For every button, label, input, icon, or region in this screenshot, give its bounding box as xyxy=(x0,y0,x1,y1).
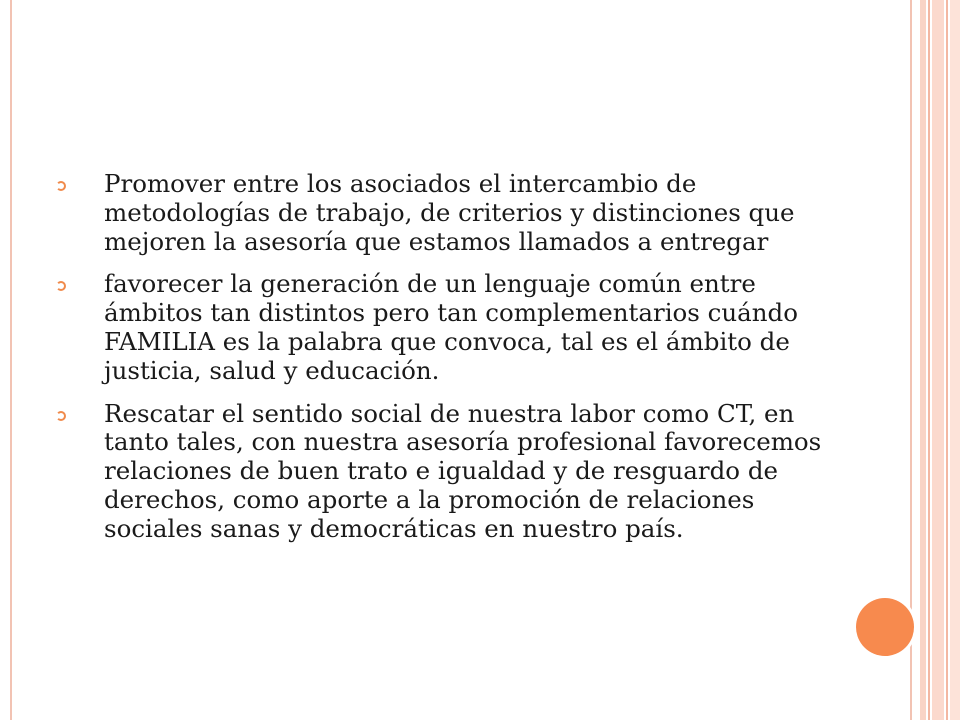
circle-bullet-icon xyxy=(56,411,66,421)
bullet-item xyxy=(56,400,846,544)
bullet-text: Rescatar el sentido social de nuestra labor como CT, en tanto tales, con nuestra asesoría profesional favorecemos relaciones de buen trato e igualdad y de resguardo de derechos, como aporte a la promoción de relaciones sociales sanas y democráticas en nuestro país. xyxy=(104,398,822,543)
decorative-stripe xyxy=(950,0,960,720)
bullet-text: favorecer la generación de un lenguaje común entre ámbitos tan distintos pero tan complementarios cuándo FAMILIA es la palabra que convoca, tal es el ámbito de justicia, salud y educación. xyxy=(104,269,798,385)
bullet-item xyxy=(56,170,846,256)
circle-bullet-icon xyxy=(56,281,66,291)
orange-circle-decoration xyxy=(856,598,914,656)
circle-bullet-icon xyxy=(56,181,66,191)
decorative-stripe xyxy=(946,0,948,720)
bullet-text: Promover entre los asociados el intercambio de metodologías de trabajo, de criterios y distinciones que mejoren la asesoría que estamos llamados a entregar xyxy=(104,169,795,256)
decorative-stripe xyxy=(932,0,944,720)
decorative-stripe xyxy=(920,0,926,720)
decorative-stripe xyxy=(928,0,930,720)
bullet-list xyxy=(56,170,846,558)
bullet-item xyxy=(56,270,846,385)
